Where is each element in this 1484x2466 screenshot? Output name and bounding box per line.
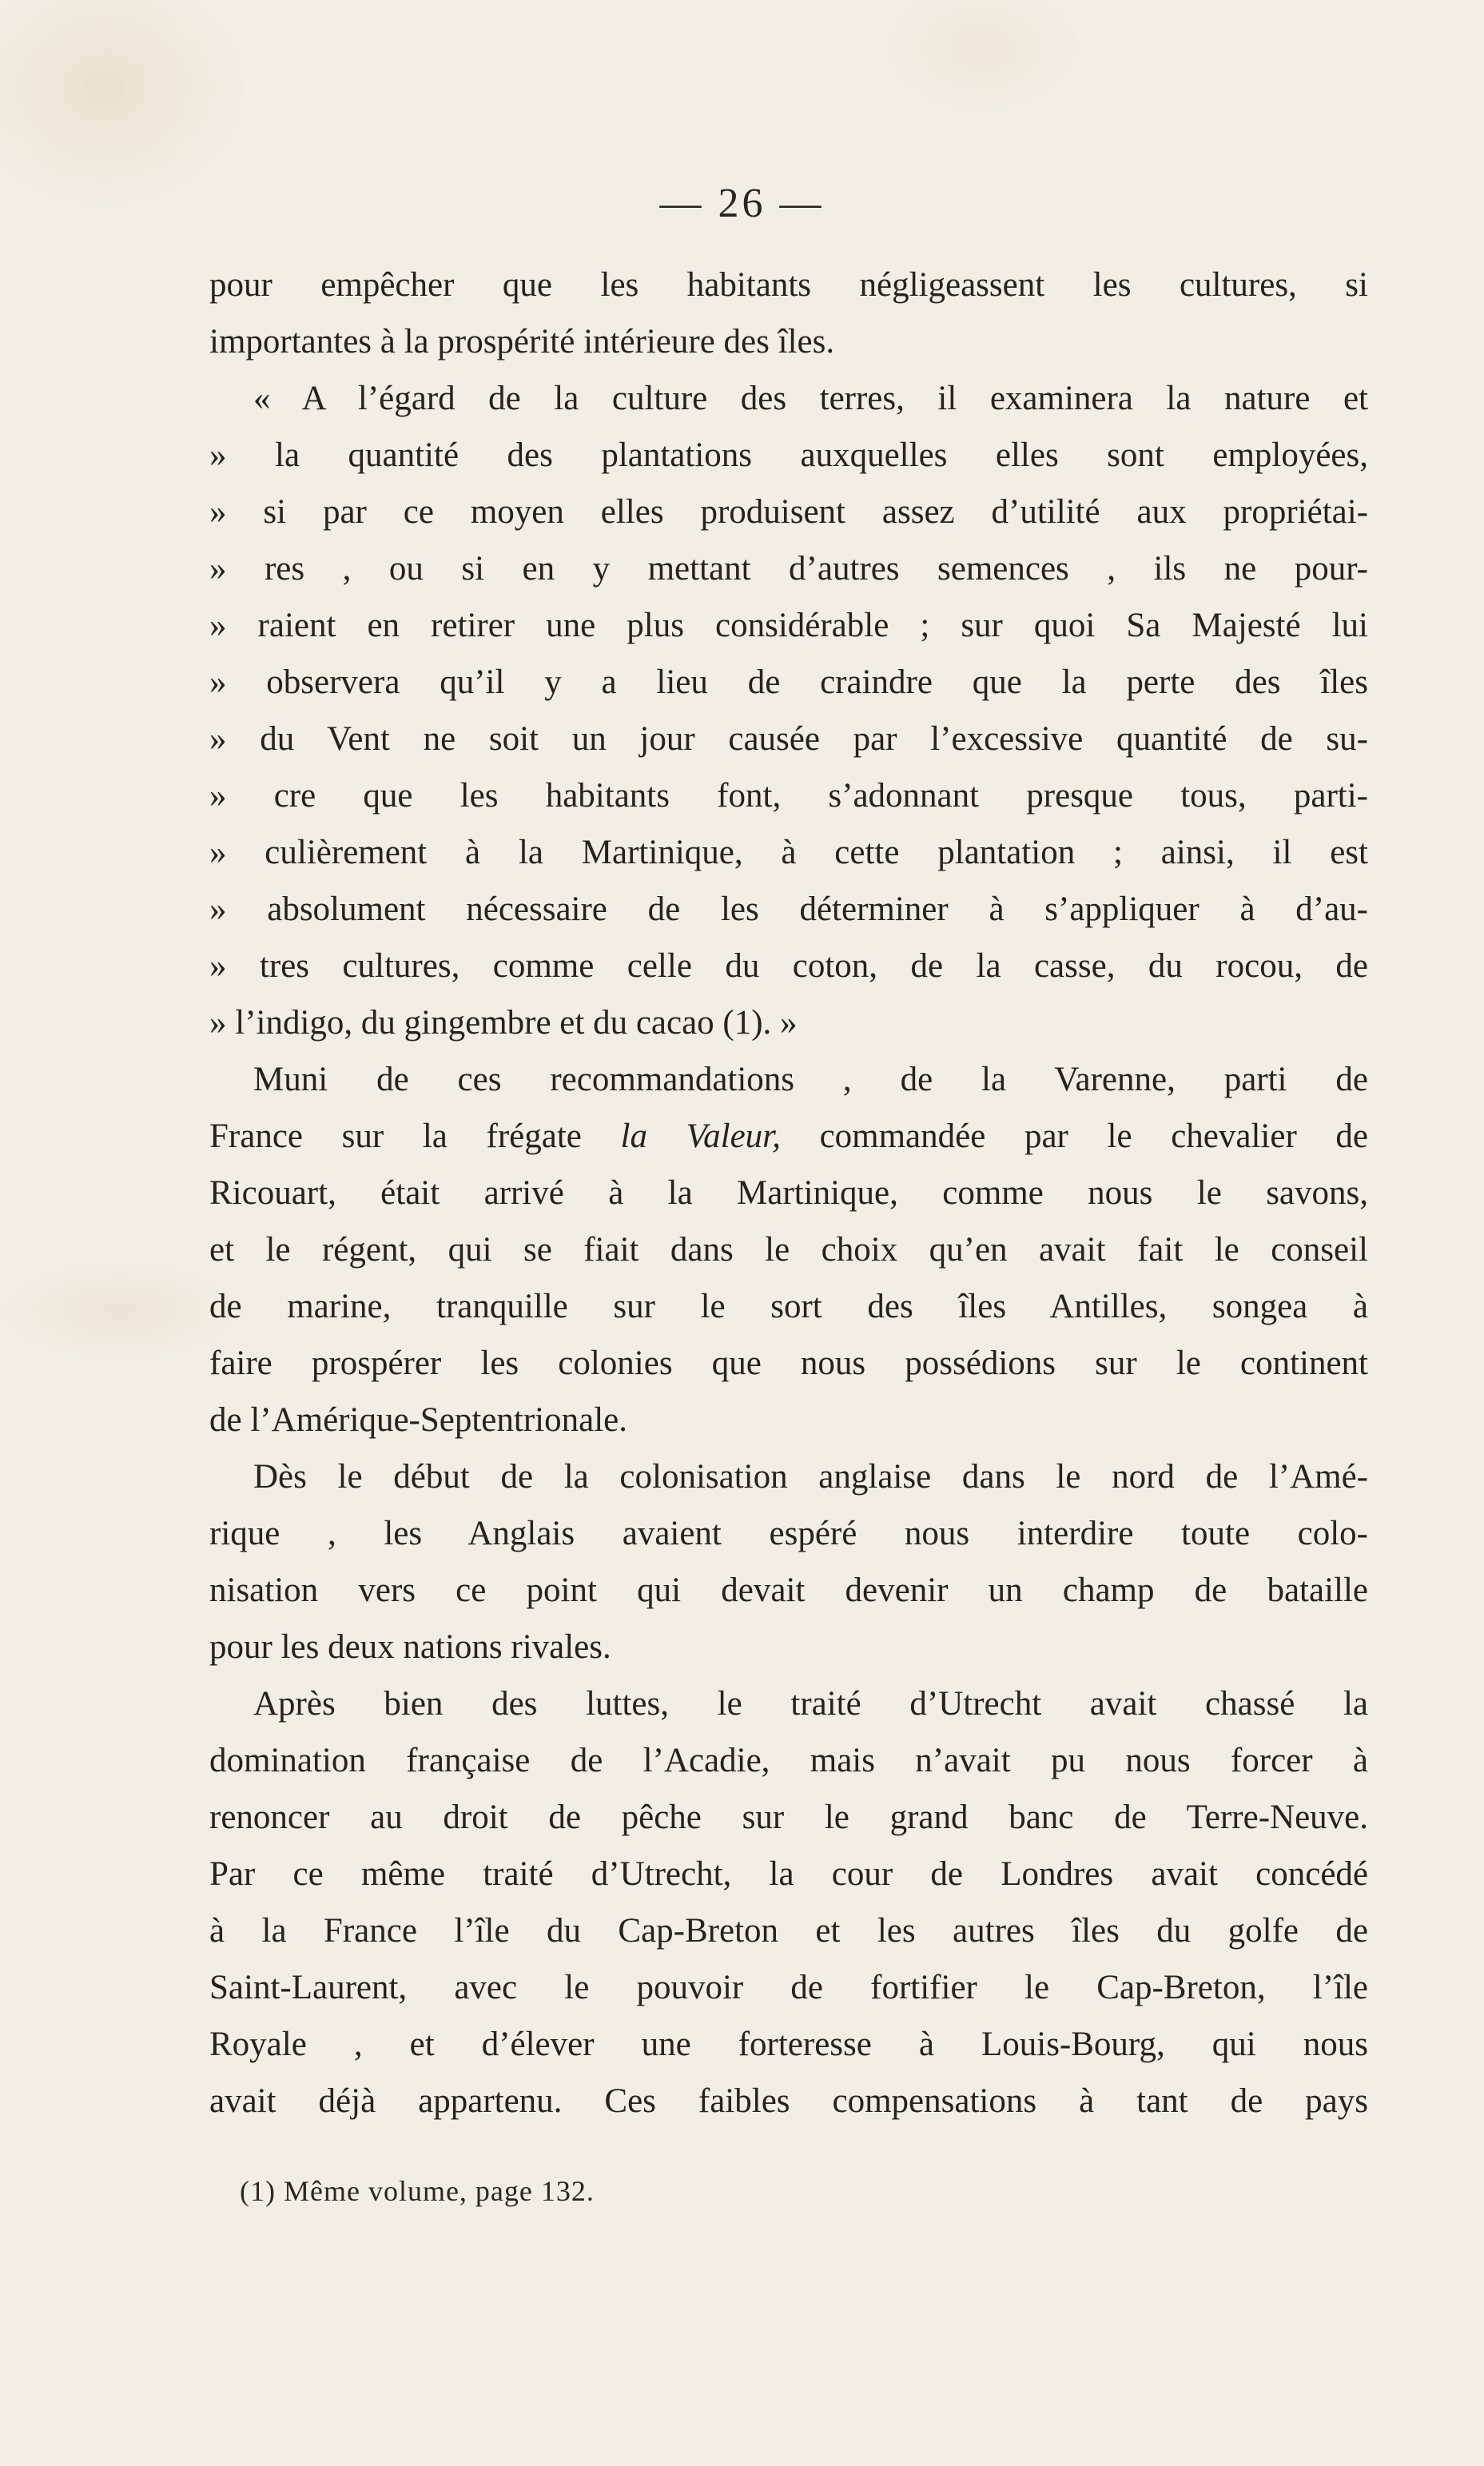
text-line: de marine, tranquille sur le sort des îles Antilles, songea à — [209, 1288, 1368, 1325]
text-line: » la quantité des plantations auxquelles elles sont employées, — [209, 436, 1368, 474]
text-line: Muni de ces recommandations , de la Varenne, parti de — [253, 1061, 1368, 1098]
text-line: » du Vent ne soit un jour causée par l’excessive quantité de su- — [209, 720, 1368, 758]
text-line: nisation vers ce point qui devait devenir un champ de bataille — [209, 1572, 1368, 1609]
text-line: pour empêcher que les habitants négligeassent les cultures, si — [209, 266, 1368, 304]
text-line: » si par ce moyen elles produisent assez d’utilité aux propriétai- — [209, 493, 1368, 531]
text-segment: France sur la frégate — [209, 1117, 621, 1155]
text-line: pour les deux nations rivales. — [209, 1628, 611, 1666]
text-line: Saint-Laurent, avec le pouvoir de fortifier le Cap-Breton, l’île — [209, 1969, 1368, 2006]
text-line: et le régent, qui se fiait dans le choix qu’en avait fait le conseil — [209, 1231, 1368, 1269]
text-line: » absolument nécessaire de les déterminer à s’appliquer à d’au- — [209, 890, 1368, 928]
text-line: rique , les Anglais avaient espéré nous interdire toute colo- — [209, 1515, 1368, 1552]
text-line: » culièrement à la Martinique, à cette plantation ; ainsi, il est — [209, 834, 1368, 871]
text-line: » tres cultures, comme celle du coton, de la casse, du rocou, de — [209, 947, 1368, 985]
text-line: Ricouart, était arrivé à la Martinique, comme nous le savons, — [209, 1174, 1368, 1212]
footnote: (1) Même volume, page 132. — [240, 2175, 595, 2207]
ship-name-italic: la Valeur, — [620, 1117, 781, 1155]
text-line — [209, 1108, 1368, 1165]
text-line: Par ce même traité d’Utrecht, la cour de Londres avait concédé — [209, 1855, 1368, 1893]
body-text — [209, 257, 1368, 2129]
text-line: » observera qu’il y a lieu de craindre que la perte des îles — [209, 663, 1368, 701]
text-segment: commandée par le chevalier de — [780, 1117, 1368, 1155]
text-line: faire prospérer les colonies que nous possédions sur le continent — [209, 1345, 1368, 1382]
text-line: « A l’égard de la culture des terres, il examinera la nature et — [253, 380, 1368, 417]
text-line: Royale , et d’élever une forteresse à Louis-Bourg, qui nous — [209, 2026, 1368, 2063]
text-line: » res , ou si en y mettant d’autres semences , ils ne pour- — [209, 550, 1368, 588]
text-line: Dès le début de la colonisation anglaise dans le nord de l’Amé- — [253, 1458, 1368, 1496]
text-line: importantes à la prospérité intérieure des îles. — [209, 323, 835, 361]
text-line: Après bien des luttes, le traité d’Utrecht avait chassé la — [253, 1685, 1368, 1723]
text-line: » cre que les habitants font, s’adonnant presque tous, parti- — [209, 777, 1368, 815]
text-line: renoncer au droit de pêche sur le grand banc de Terre-Neuve. — [209, 1799, 1368, 1836]
page-number: — 26 — — [659, 181, 825, 226]
text-line: domination française de l’Acadie, mais n’avait pu nous forcer à — [209, 1742, 1368, 1779]
text-line: » raient en retirer une plus considérable ; sur quoi Sa Majesté lui — [209, 607, 1368, 644]
text-line: à la France l’île du Cap-Breton et les autres îles du golfe de — [209, 1912, 1368, 1950]
text-line: » l’indigo, du gingembre et du cacao (1). » — [209, 1004, 798, 1042]
text-line: avait déjà appartenu. Ces faibles compensations à tant de pays — [209, 2082, 1368, 2120]
text-line: de l’Amérique-Septentrionale. — [209, 1401, 627, 1439]
